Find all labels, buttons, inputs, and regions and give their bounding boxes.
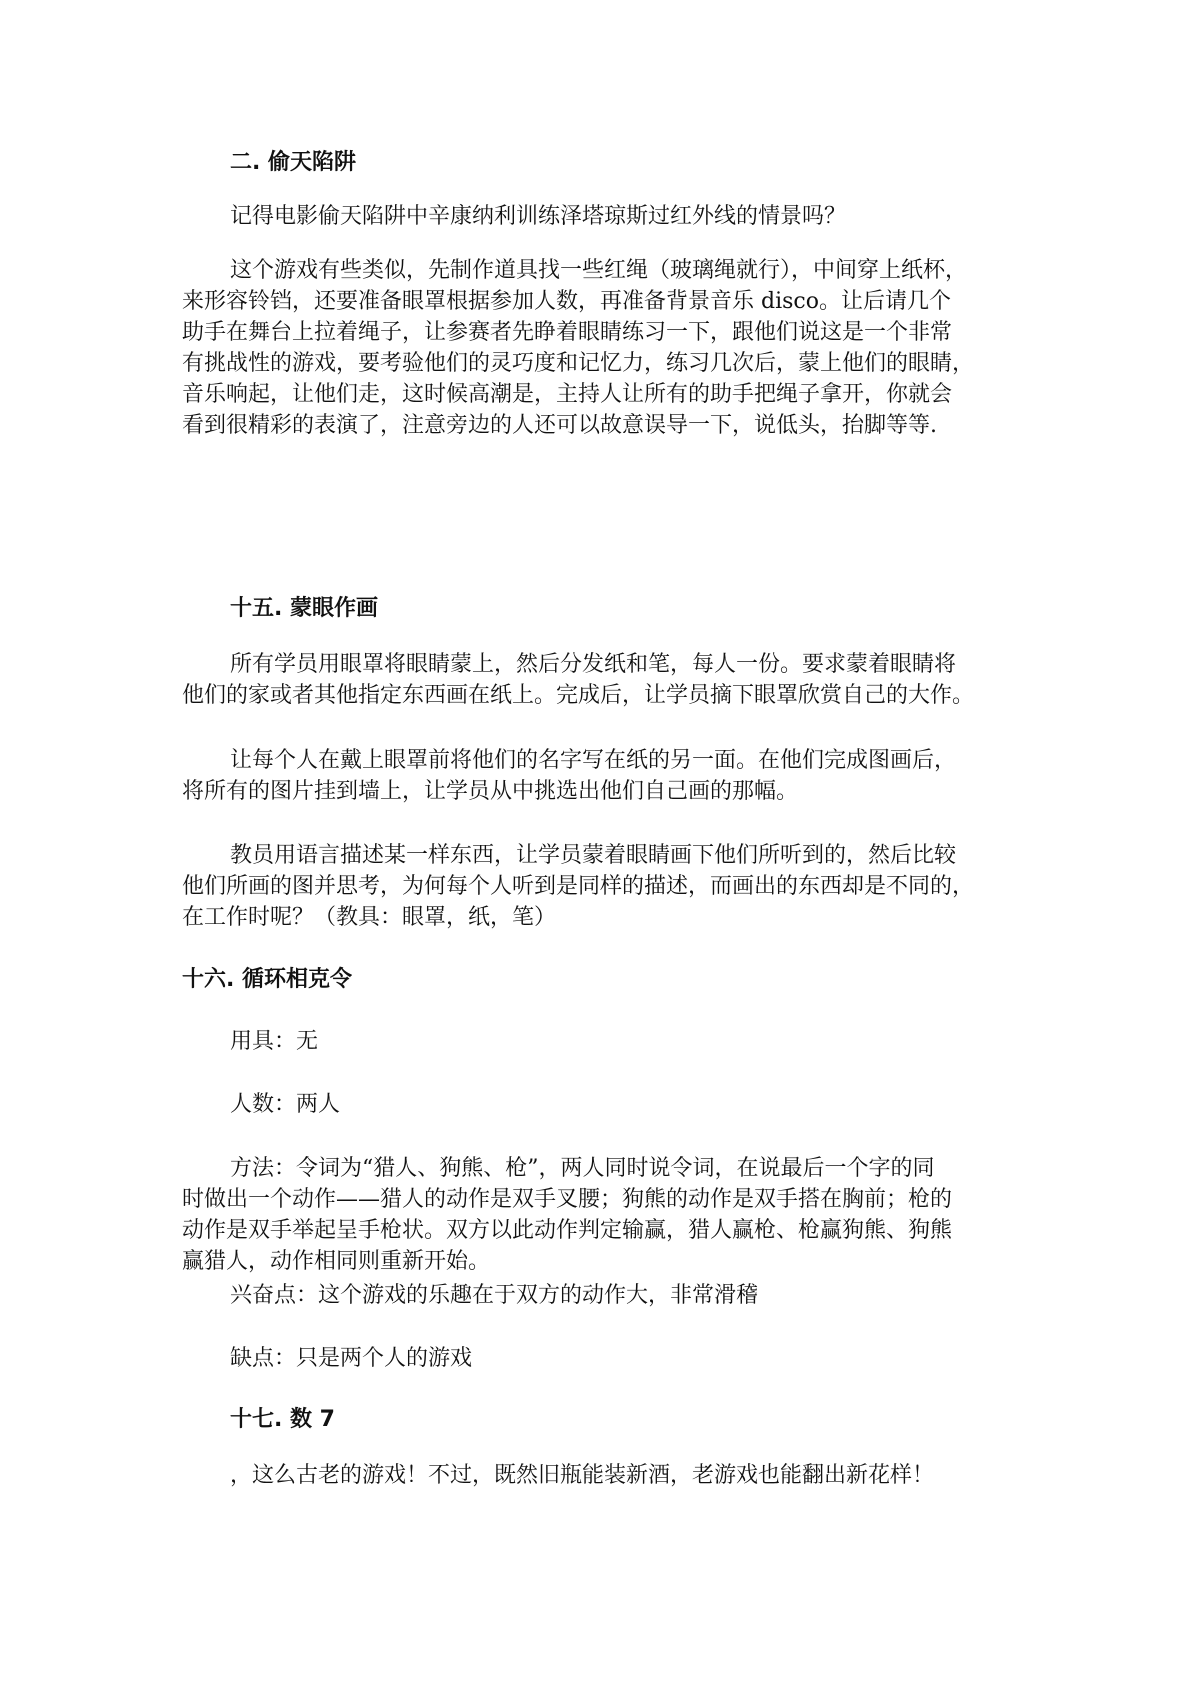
text-line: 所有学员用眼罩将眼睛蒙上，然后分发纸和笔，每人一份。要求蒙着眼睛将 (230, 652, 957, 677)
paragraph (182, 1026, 1020, 1057)
text-line: 时做出一个动作——猎人的动作是双手叉腰；狗熊的动作是双手搭在胸前；枪的 (182, 1187, 953, 1212)
text-line: 来形容铃铛，还要准备眼罩根据参加人数，再准备背景音乐 disco。让后请几个 (182, 289, 951, 314)
text-line: 看到很精彩的表演了，注意旁边的人还可以故意误导一下，说低头，抬脚等等. (182, 413, 937, 438)
text-line: 这个游戏有些类似，先制作道具找一些红绳（玻璃绳就行），中间穿上纸杯， (230, 258, 968, 283)
paragraph (182, 1153, 1020, 1277)
paragraph (182, 840, 1020, 933)
section-title-count-seven: 十七. 数 7 (230, 1407, 335, 1432)
paragraph (182, 1343, 1020, 1374)
section-title-blindfold-drawing: 十五. 蒙眼作画 (230, 596, 379, 621)
text-line: 他们所画的图并思考，为何每个人听到是同样的描述，而画出的东西却是不同的， (182, 874, 975, 899)
text-line: 记得电影偷天陷阱中辛康纳利训练泽塔琼斯过红外线的情景吗？ (230, 204, 847, 229)
paragraph (182, 1089, 1020, 1120)
paragraph (182, 745, 1020, 807)
paragraph (182, 1280, 1020, 1311)
text-line: 有挑战性的游戏，要考验他们的灵巧度和记忆力，练习几次后，蒙上他们的眼睛， (182, 351, 975, 376)
text-line: ，这么古老的游戏！不过，既然旧瓶能装新酒，老游戏也能翻出新花样！ (230, 1463, 935, 1488)
text-line: 让每个人在戴上眼罩前将他们的名字写在纸的另一面。在他们完成图画后， (230, 748, 957, 773)
text-line: 缺点：只是两个人的游戏 (230, 1346, 473, 1371)
section-title-tiantian: 二. 偷天陷阱 (230, 150, 357, 175)
paragraph (182, 255, 1020, 441)
text-line: 人数：两人 (230, 1092, 341, 1117)
text-line: 在工作时呢？（教具：眼罩，纸，笔） (182, 905, 557, 930)
text-line: 动作是双手举起呈手枪状。双方以此动作判定输赢，猎人赢枪、枪赢狗熊、狗熊 (182, 1218, 953, 1243)
text-line: 兴奋点：这个游戏的乐趣在于双方的动作大，非常滑稽 (230, 1283, 759, 1308)
text-line: 教员用语言描述某一样东西，让学员蒙着眼睛画下他们所听到的，然后比较 (230, 843, 957, 868)
section-title-cycle-game: 十六. 循环相克令 (182, 967, 353, 992)
paragraph (182, 1460, 1020, 1491)
text-line: 赢猎人，动作相同则重新开始。 (182, 1249, 491, 1274)
text-line: 用具：无 (230, 1029, 319, 1054)
text-line: 将所有的图片挂到墙上，让学员从中挑选出他们自己画的那幅。 (182, 779, 799, 804)
paragraph (182, 201, 1020, 232)
text-line: 他们的家或者其他指定东西画在纸上。完成后，让学员摘下眼罩欣赏自己的大作。 (182, 683, 975, 708)
paragraph (182, 649, 1020, 711)
text-line: 方法：令词为“猎人、狗熊、枪”，两人同时说令词，在说最后一个字的同 (230, 1156, 935, 1181)
text-line: 助手在舞台上拉着绳子，让参赛者先睁着眼睛练习一下，跟他们说这是一个非常 (182, 320, 953, 345)
text-line: 音乐响起，让他们走，这时候高潮是，主持人让所有的助手把绳子拿开，你就会 (182, 382, 953, 407)
